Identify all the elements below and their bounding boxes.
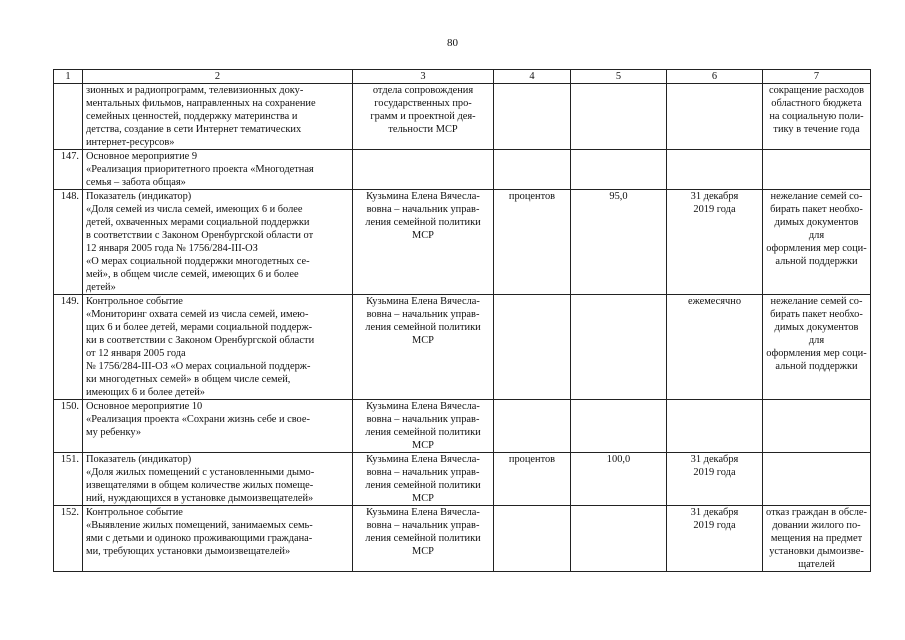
row-unit: [494, 506, 571, 572]
row-responsible: Кузьмина Елена Вячесла- вовна – начальник управ- ления семейной политики МСР: [353, 400, 494, 453]
row-date: 31 декабря 2019 года: [667, 506, 763, 572]
row-description: Контрольное событие «Мониторинг охвата семей из числа семей, имею- щих 6 и более детей, мерами социальной поддерж- ки в соответствии с Законом Оренбургской области от 12 января 2005 года № 1756/284-III-ОЗ «О мерах социальной поддерж- ки многодетных семей» в общем числе семей, имеющих 6 и более детей»: [83, 295, 353, 400]
row-number: 148.: [54, 190, 83, 295]
row-number: 152.: [54, 506, 83, 572]
row-number: [54, 84, 83, 150]
row-number: 150.: [54, 400, 83, 453]
row-risk: [763, 150, 871, 190]
row-description: зионных и радиопрограмм, телевизионных доку- ментальных фильмов, направленных на сохранение семейных ценностей, поддержку материнства и детства, создание в сети Интернет тематических интернет-ресурсов»: [83, 84, 353, 150]
row-date: 31 декабря 2019 года: [667, 453, 763, 506]
row-date: [667, 84, 763, 150]
row-value: [571, 295, 667, 400]
row-value: 95,0: [571, 190, 667, 295]
row-value: [571, 150, 667, 190]
column-header: 5: [571, 70, 667, 84]
table-row: [54, 295, 871, 400]
row-unit: процентов: [494, 453, 571, 506]
row-risk: нежелание семей со- бирать пакет необхо- димых документов для оформления мер соци- альной поддержки: [763, 190, 871, 295]
row-description: Показатель (индикатор) «Доля жилых помещений с установленными дымо- извещателями в общем количестве жилых помеще- ний, нуждающихся в установке дымоизвещателей»: [83, 453, 353, 506]
row-number: 151.: [54, 453, 83, 506]
column-header: 3: [353, 70, 494, 84]
row-risk: отказ граждан в обсле- довании жилого по- мещения на предмет установки дымоизве- щателей: [763, 506, 871, 572]
row-risk: [763, 400, 871, 453]
row-unit: процентов: [494, 190, 571, 295]
header-row: [54, 70, 871, 84]
row-value: [571, 400, 667, 453]
column-header: 6: [667, 70, 763, 84]
row-value: 100,0: [571, 453, 667, 506]
row-responsible: Кузьмина Елена Вячесла- вовна – начальник управ- ления семейной политики МСР: [353, 295, 494, 400]
column-header: 4: [494, 70, 571, 84]
row-risk: сокращение расходов областного бюджета на социальную поли- тику в течение года: [763, 84, 871, 150]
row-responsible: Кузьмина Елена Вячесла- вовна – начальник управ- ления семейной политики МСР: [353, 453, 494, 506]
row-unit: [494, 150, 571, 190]
row-value: [571, 84, 667, 150]
page-number: 80: [447, 37, 458, 49]
table-row: [54, 190, 871, 295]
table-row: [54, 400, 871, 453]
row-date: 31 декабря 2019 года: [667, 190, 763, 295]
row-risk: [763, 453, 871, 506]
row-date: [667, 400, 763, 453]
row-description: Показатель (индикатор) «Доля семей из числа семей, имеющих 6 и более детей, охваченных мерами социальной поддержки в соответствии с Законом Оренбургской области от 12 января 2005 года № 1756/284-III-ОЗ «О мерах социальной поддержки многодетных се- мей», в общем числе семей, имеющих 6 и более детей»: [83, 190, 353, 295]
row-risk: нежелание семей со- бирать пакет необхо- димых документов для оформления мер соци- альной поддержки: [763, 295, 871, 400]
row-number: 149.: [54, 295, 83, 400]
row-number: 147.: [54, 150, 83, 190]
row-description: Основное мероприятие 10 «Реализация проекта «Сохрани жизнь себе и свое- му ребенку»: [83, 400, 353, 453]
row-unit: [494, 295, 571, 400]
row-value: [571, 506, 667, 572]
row-date: ежемесячно: [667, 295, 763, 400]
row-description: Основное мероприятие 9 «Реализация приоритетного проекта «Многодетная семья – забота общая»: [83, 150, 353, 190]
row-responsible: отдела сопровождения государственных про- грамм и проектной дея- тельности МСР: [353, 84, 494, 150]
row-unit: [494, 400, 571, 453]
table-row: [54, 506, 871, 572]
column-header: 2: [83, 70, 353, 84]
plan-table: [53, 69, 871, 572]
row-responsible: Кузьмина Елена Вячесла- вовна – начальник управ- ления семейной политики МСР: [353, 506, 494, 572]
column-header: 7: [763, 70, 871, 84]
row-unit: [494, 84, 571, 150]
row-responsible: [353, 150, 494, 190]
column-header: 1: [54, 70, 83, 84]
table-row: [54, 150, 871, 190]
table-row: [54, 453, 871, 506]
row-date: [667, 150, 763, 190]
table-row: [54, 84, 871, 150]
row-description: Контрольное событие «Выявление жилых помещений, занимаемых семь- ями с детьми и одиноко проживающими граждана- ми, требующих установки дымоизвещателей»: [83, 506, 353, 572]
row-responsible: Кузьмина Елена Вячесла- вовна – начальник управ- ления семейной политики МСР: [353, 190, 494, 295]
